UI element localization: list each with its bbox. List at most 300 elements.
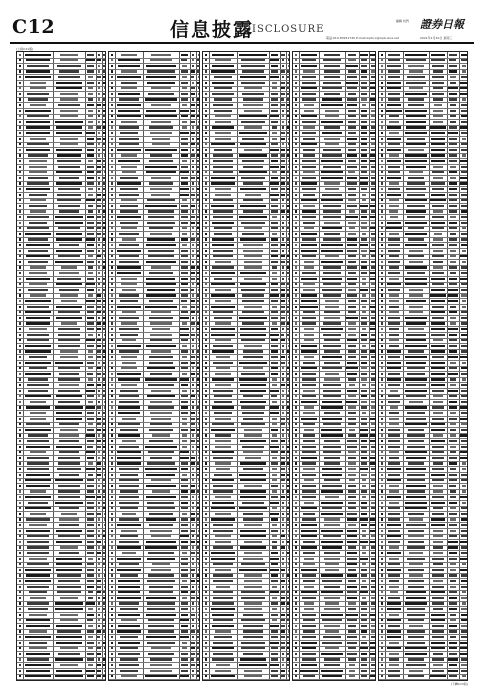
- table-cell: [19, 339, 21, 341]
- table-cell: [197, 300, 199, 302]
- table-cell: [323, 384, 341, 386]
- table-cell: [462, 490, 467, 492]
- table-cell: [381, 406, 383, 408]
- table-cell: [97, 418, 101, 420]
- table-cell: [323, 166, 340, 168]
- table-cell: [389, 115, 400, 117]
- table-cell: [325, 255, 339, 257]
- table-cell: [29, 558, 47, 560]
- table-cell: [191, 177, 194, 179]
- table-cell: [287, 322, 290, 324]
- table-cell: [281, 311, 284, 313]
- table-cell: [197, 462, 199, 464]
- table-cell: [88, 205, 94, 207]
- table-cell: [381, 462, 383, 464]
- table-cell: [191, 423, 194, 425]
- table-cell: [182, 126, 187, 128]
- table-cell: [371, 233, 375, 235]
- table-cell: [387, 362, 401, 364]
- table-cell: [192, 350, 195, 352]
- table-cell: [304, 261, 315, 263]
- table-cell: [147, 222, 175, 224]
- table-cell: [150, 339, 173, 341]
- table-cell: [98, 266, 100, 268]
- table-cell: [119, 294, 140, 296]
- table-cell: [59, 272, 78, 274]
- table-cell: [348, 306, 357, 308]
- table-cell: [103, 630, 105, 632]
- table-cell: [271, 373, 278, 375]
- table-cell: [302, 518, 316, 520]
- table-cell: [88, 558, 94, 560]
- table-cell: [287, 518, 289, 520]
- table-cell: [271, 563, 279, 565]
- table-cell: [432, 406, 444, 408]
- table-cell: [432, 658, 443, 660]
- table-cell: [449, 283, 457, 285]
- table-cell: [197, 513, 199, 515]
- table-cell: [287, 328, 289, 330]
- table-cell: [281, 261, 284, 263]
- table-cell: [97, 227, 100, 229]
- table-cell: [30, 87, 46, 89]
- table-cell: [405, 283, 426, 285]
- table-cell: [406, 300, 427, 302]
- table-cell: [120, 188, 138, 190]
- table-cell: [191, 664, 194, 666]
- table-cell: [191, 194, 194, 196]
- table-cell: [281, 468, 284, 470]
- table-cell: [205, 138, 207, 140]
- table-cell: [181, 406, 189, 408]
- table-cell: [281, 625, 284, 627]
- table-cell: [117, 345, 140, 347]
- table-cell: [406, 143, 426, 145]
- table-cell: [57, 468, 82, 470]
- table-cell: [117, 451, 142, 453]
- table-cell: [25, 395, 51, 397]
- table-cell: [118, 614, 141, 616]
- table-cell: [461, 199, 467, 201]
- table-cell: [198, 479, 200, 481]
- table-cell: [104, 569, 106, 571]
- table-cell: [121, 121, 138, 123]
- table-cell: [28, 154, 49, 156]
- table-cell: [197, 132, 199, 134]
- table-cell: [198, 586, 200, 588]
- table-cell: [98, 574, 100, 576]
- table-cell: [371, 188, 376, 190]
- table-cell: [287, 602, 290, 604]
- table-cell: [117, 569, 140, 571]
- table-cell: [98, 563, 100, 565]
- table-cell: [111, 306, 113, 308]
- table-cell: [405, 423, 426, 425]
- table-cell: [270, 194, 279, 196]
- table-cell: [149, 591, 174, 593]
- table-cell: [111, 658, 113, 660]
- table-cell: [59, 373, 80, 375]
- table-cell: [111, 569, 113, 571]
- table-cell: [432, 283, 444, 285]
- table-cell: [98, 115, 101, 117]
- table-cell: [149, 272, 173, 274]
- table-cell: [448, 289, 457, 291]
- table-cell: [98, 451, 101, 453]
- table-cell: [322, 132, 342, 134]
- table-cell: [120, 429, 138, 431]
- table-cell: [111, 530, 113, 532]
- table-cell: [103, 110, 106, 112]
- table-cell: [371, 76, 376, 78]
- table-cell: [181, 289, 187, 291]
- table-cell: [205, 373, 207, 375]
- table-cell: [282, 121, 284, 123]
- table-cell: [180, 675, 188, 677]
- table-cell: [181, 401, 188, 403]
- table-cell: [214, 474, 232, 476]
- table-cell: [146, 244, 177, 246]
- table-cell: [450, 429, 457, 431]
- table-cell: [150, 664, 172, 666]
- table-cell: [30, 513, 47, 515]
- table-cell: [272, 474, 278, 476]
- table-cell: [387, 222, 401, 224]
- table-cell: [381, 636, 383, 638]
- table-cell: [461, 54, 468, 56]
- table-cell: [287, 401, 289, 403]
- table-cell: [287, 149, 290, 151]
- table-cell: [192, 171, 195, 173]
- table-cell: [288, 54, 290, 56]
- table-cell: [212, 65, 234, 67]
- table-cell: [111, 65, 113, 67]
- table-cell: [405, 110, 427, 112]
- table-cell: [371, 558, 375, 560]
- table-cell: [103, 485, 105, 487]
- table-cell: [450, 580, 457, 582]
- table-cell: [388, 250, 400, 252]
- table-cell: [197, 272, 199, 274]
- table-cell: [212, 647, 234, 649]
- table-cell: [370, 418, 375, 420]
- table-cell: [381, 110, 383, 112]
- table-cell: [27, 339, 50, 341]
- table-cell: [111, 283, 113, 285]
- table-cell: [448, 356, 457, 358]
- table-cell: [152, 563, 171, 565]
- table-cell: [281, 54, 284, 56]
- table-cell: [244, 266, 262, 268]
- table-cell: [19, 87, 21, 89]
- table-cell: [301, 535, 318, 537]
- table-cell: [408, 440, 424, 442]
- table-cell: [302, 462, 316, 464]
- table-cell: [271, 362, 277, 364]
- table-cell: [303, 154, 316, 156]
- table-cell: [98, 261, 101, 263]
- table-cell: [323, 395, 342, 397]
- table-cell: [27, 457, 49, 459]
- table-cell: [295, 614, 297, 616]
- table-cell: [389, 502, 399, 504]
- table-cell: [271, 54, 279, 56]
- table-cell: [103, 457, 105, 459]
- table-cell: [288, 59, 290, 61]
- table-cell: [205, 418, 207, 420]
- table-cell: [321, 171, 342, 173]
- table-cell: [271, 250, 278, 252]
- table-cell: [212, 82, 234, 84]
- table-cell: [371, 619, 376, 621]
- table-cell: [449, 513, 457, 515]
- table-cell: [87, 317, 95, 319]
- table-cell: [461, 115, 468, 117]
- table-cell: [295, 98, 297, 100]
- table-cell: [19, 485, 21, 487]
- table-cell: [460, 93, 467, 95]
- table-cell: [388, 166, 401, 168]
- table-cell: [271, 653, 277, 655]
- table-cell: [147, 70, 175, 72]
- table-cell: [97, 468, 101, 470]
- table-cell: [29, 166, 46, 168]
- table-cell: [449, 143, 457, 145]
- table-cell: [60, 429, 78, 431]
- table-cell: [29, 283, 47, 285]
- table-cell: [461, 619, 468, 621]
- table-cell: [25, 76, 51, 78]
- table-cell: [387, 479, 401, 481]
- table-cell: [301, 367, 317, 369]
- table-cell: [381, 541, 383, 543]
- table-cell: [241, 647, 265, 649]
- table-cell: [405, 653, 428, 655]
- table-cell: [103, 373, 105, 375]
- table-cell: [303, 580, 315, 582]
- table-cell: [97, 126, 100, 128]
- table-cell: [370, 350, 375, 352]
- table-cell: [271, 255, 279, 257]
- table-cell: [240, 390, 266, 392]
- table-cell: [111, 177, 113, 179]
- table-cell: [205, 300, 207, 302]
- table-cell: [19, 602, 21, 604]
- table-cell: [371, 507, 376, 509]
- table-column-5: [378, 51, 468, 681]
- table-cell: [361, 395, 368, 397]
- table-cell: [362, 104, 367, 106]
- table-cell: [381, 339, 383, 341]
- table-cell: [191, 614, 194, 616]
- table-cell: [347, 558, 356, 560]
- table-cell: [205, 93, 207, 95]
- table-cell: [361, 143, 368, 145]
- table-cell: [19, 378, 21, 380]
- table-cell: [180, 378, 188, 380]
- table-cell: [111, 518, 113, 520]
- table-cell: [56, 670, 82, 672]
- table-cell: [449, 535, 457, 537]
- table-cell: [205, 653, 207, 655]
- table-cell: [460, 647, 467, 649]
- table-cell: [281, 496, 284, 498]
- table-cell: [58, 535, 80, 537]
- table-cell: [360, 518, 367, 520]
- table-cell: [322, 675, 342, 677]
- table-cell: [111, 294, 113, 296]
- table-cell: [103, 563, 105, 565]
- table-cell: [103, 658, 106, 660]
- table-cell: [450, 490, 457, 492]
- table-cell: [192, 367, 194, 369]
- table-cell: [432, 418, 443, 420]
- table-cell: [433, 434, 443, 436]
- table-cell: [304, 334, 314, 336]
- table-cell: [370, 250, 375, 252]
- table-cell: [19, 586, 21, 588]
- table-cell: [295, 350, 297, 352]
- table-cell: [103, 619, 105, 621]
- table-cell: [434, 233, 443, 235]
- table-cell: [97, 440, 101, 442]
- table-cell: [348, 451, 356, 453]
- table-cell: [381, 485, 383, 487]
- table-cell: [381, 653, 383, 655]
- table-cell: [281, 154, 284, 156]
- table-cell: [120, 334, 138, 336]
- table-cell: [347, 362, 357, 364]
- table-cell: [192, 166, 195, 168]
- table-cell: [19, 182, 21, 184]
- table-cell: [287, 591, 289, 593]
- table-cell: [111, 457, 113, 459]
- table-cell: [324, 378, 339, 380]
- table-cell: [111, 227, 113, 229]
- table-cell: [431, 138, 445, 140]
- table-cell: [301, 569, 317, 571]
- table-cell: [182, 597, 187, 599]
- table-cell: [205, 591, 207, 593]
- table-cell: [448, 328, 457, 330]
- table-cell: [148, 625, 175, 627]
- table-cell: [348, 93, 356, 95]
- table-cell: [302, 597, 316, 599]
- table-cell: [302, 446, 316, 448]
- table-cell: [433, 563, 444, 565]
- table-cell: [241, 563, 264, 565]
- table-cell: [197, 658, 199, 660]
- table-cell: [182, 233, 187, 235]
- table-cell: [55, 222, 82, 224]
- table-cell: [361, 367, 366, 369]
- table-cell: [408, 541, 424, 543]
- table-cell: [321, 328, 342, 330]
- table-cell: [111, 367, 113, 369]
- table-cell: [272, 126, 278, 128]
- table-cell: [288, 423, 290, 425]
- table-cell: [295, 362, 297, 364]
- table-cell: [271, 93, 278, 95]
- table-cell: [348, 255, 356, 257]
- table-cell: [450, 362, 456, 364]
- table-cell: [322, 278, 343, 280]
- table-cell: [387, 608, 400, 610]
- table-cell: [348, 126, 357, 128]
- table-cell: [461, 614, 468, 616]
- table-cell: [389, 294, 399, 296]
- table-cell: [150, 670, 171, 672]
- table-cell: [58, 104, 81, 106]
- table-cell: [304, 266, 314, 268]
- table-cell: [433, 535, 443, 537]
- table-cell: [87, 614, 95, 616]
- table-cell: [55, 121, 83, 123]
- table-cell: [287, 199, 289, 201]
- table-cell: [361, 87, 367, 89]
- table-cell: [361, 160, 368, 162]
- table-cell: [450, 261, 456, 263]
- table-cell: [303, 138, 315, 140]
- table-cell: [295, 502, 297, 504]
- table-cell: [346, 367, 357, 369]
- table-cell: [242, 160, 264, 162]
- table-cell: [214, 87, 233, 89]
- table-cell: [449, 350, 458, 352]
- table-cell: [409, 294, 424, 296]
- table-cell: [181, 138, 187, 140]
- table-cell: [87, 384, 95, 386]
- table-cell: [303, 362, 315, 364]
- table-cell: [282, 563, 284, 565]
- table-cell: [301, 244, 317, 246]
- table-cell: [282, 238, 285, 240]
- table-cell: [449, 210, 457, 212]
- table-cell: [388, 518, 401, 520]
- table-cell: [120, 658, 138, 660]
- table-cell: [243, 199, 263, 201]
- table-cell: [56, 87, 82, 89]
- table-cell: [212, 378, 235, 380]
- table-cell: [197, 261, 199, 263]
- table-cell: [241, 373, 265, 375]
- table-cell: [449, 574, 457, 576]
- table-cell: [461, 597, 466, 599]
- table-cell: [197, 647, 199, 649]
- table-cell: [111, 261, 113, 263]
- table-cell: [324, 524, 339, 526]
- table-cell: [119, 244, 139, 246]
- table-cell: [295, 406, 297, 408]
- table-cell: [150, 322, 171, 324]
- table-cell: [271, 110, 278, 112]
- table-cell: [19, 670, 21, 672]
- table-cell: [213, 591, 233, 593]
- table-cell: [288, 530, 290, 532]
- table-cell: [191, 266, 195, 268]
- table-cell: [362, 485, 367, 487]
- table-cell: [431, 59, 444, 61]
- table-cell: [287, 227, 289, 229]
- table-cell: [281, 569, 284, 571]
- table-cell: [181, 429, 188, 431]
- table-cell: [346, 401, 357, 403]
- table-cell: [118, 642, 140, 644]
- table-cell: [288, 233, 290, 235]
- table-cell: [449, 182, 458, 184]
- table-cell: [295, 311, 297, 313]
- table-cell: [271, 70, 278, 72]
